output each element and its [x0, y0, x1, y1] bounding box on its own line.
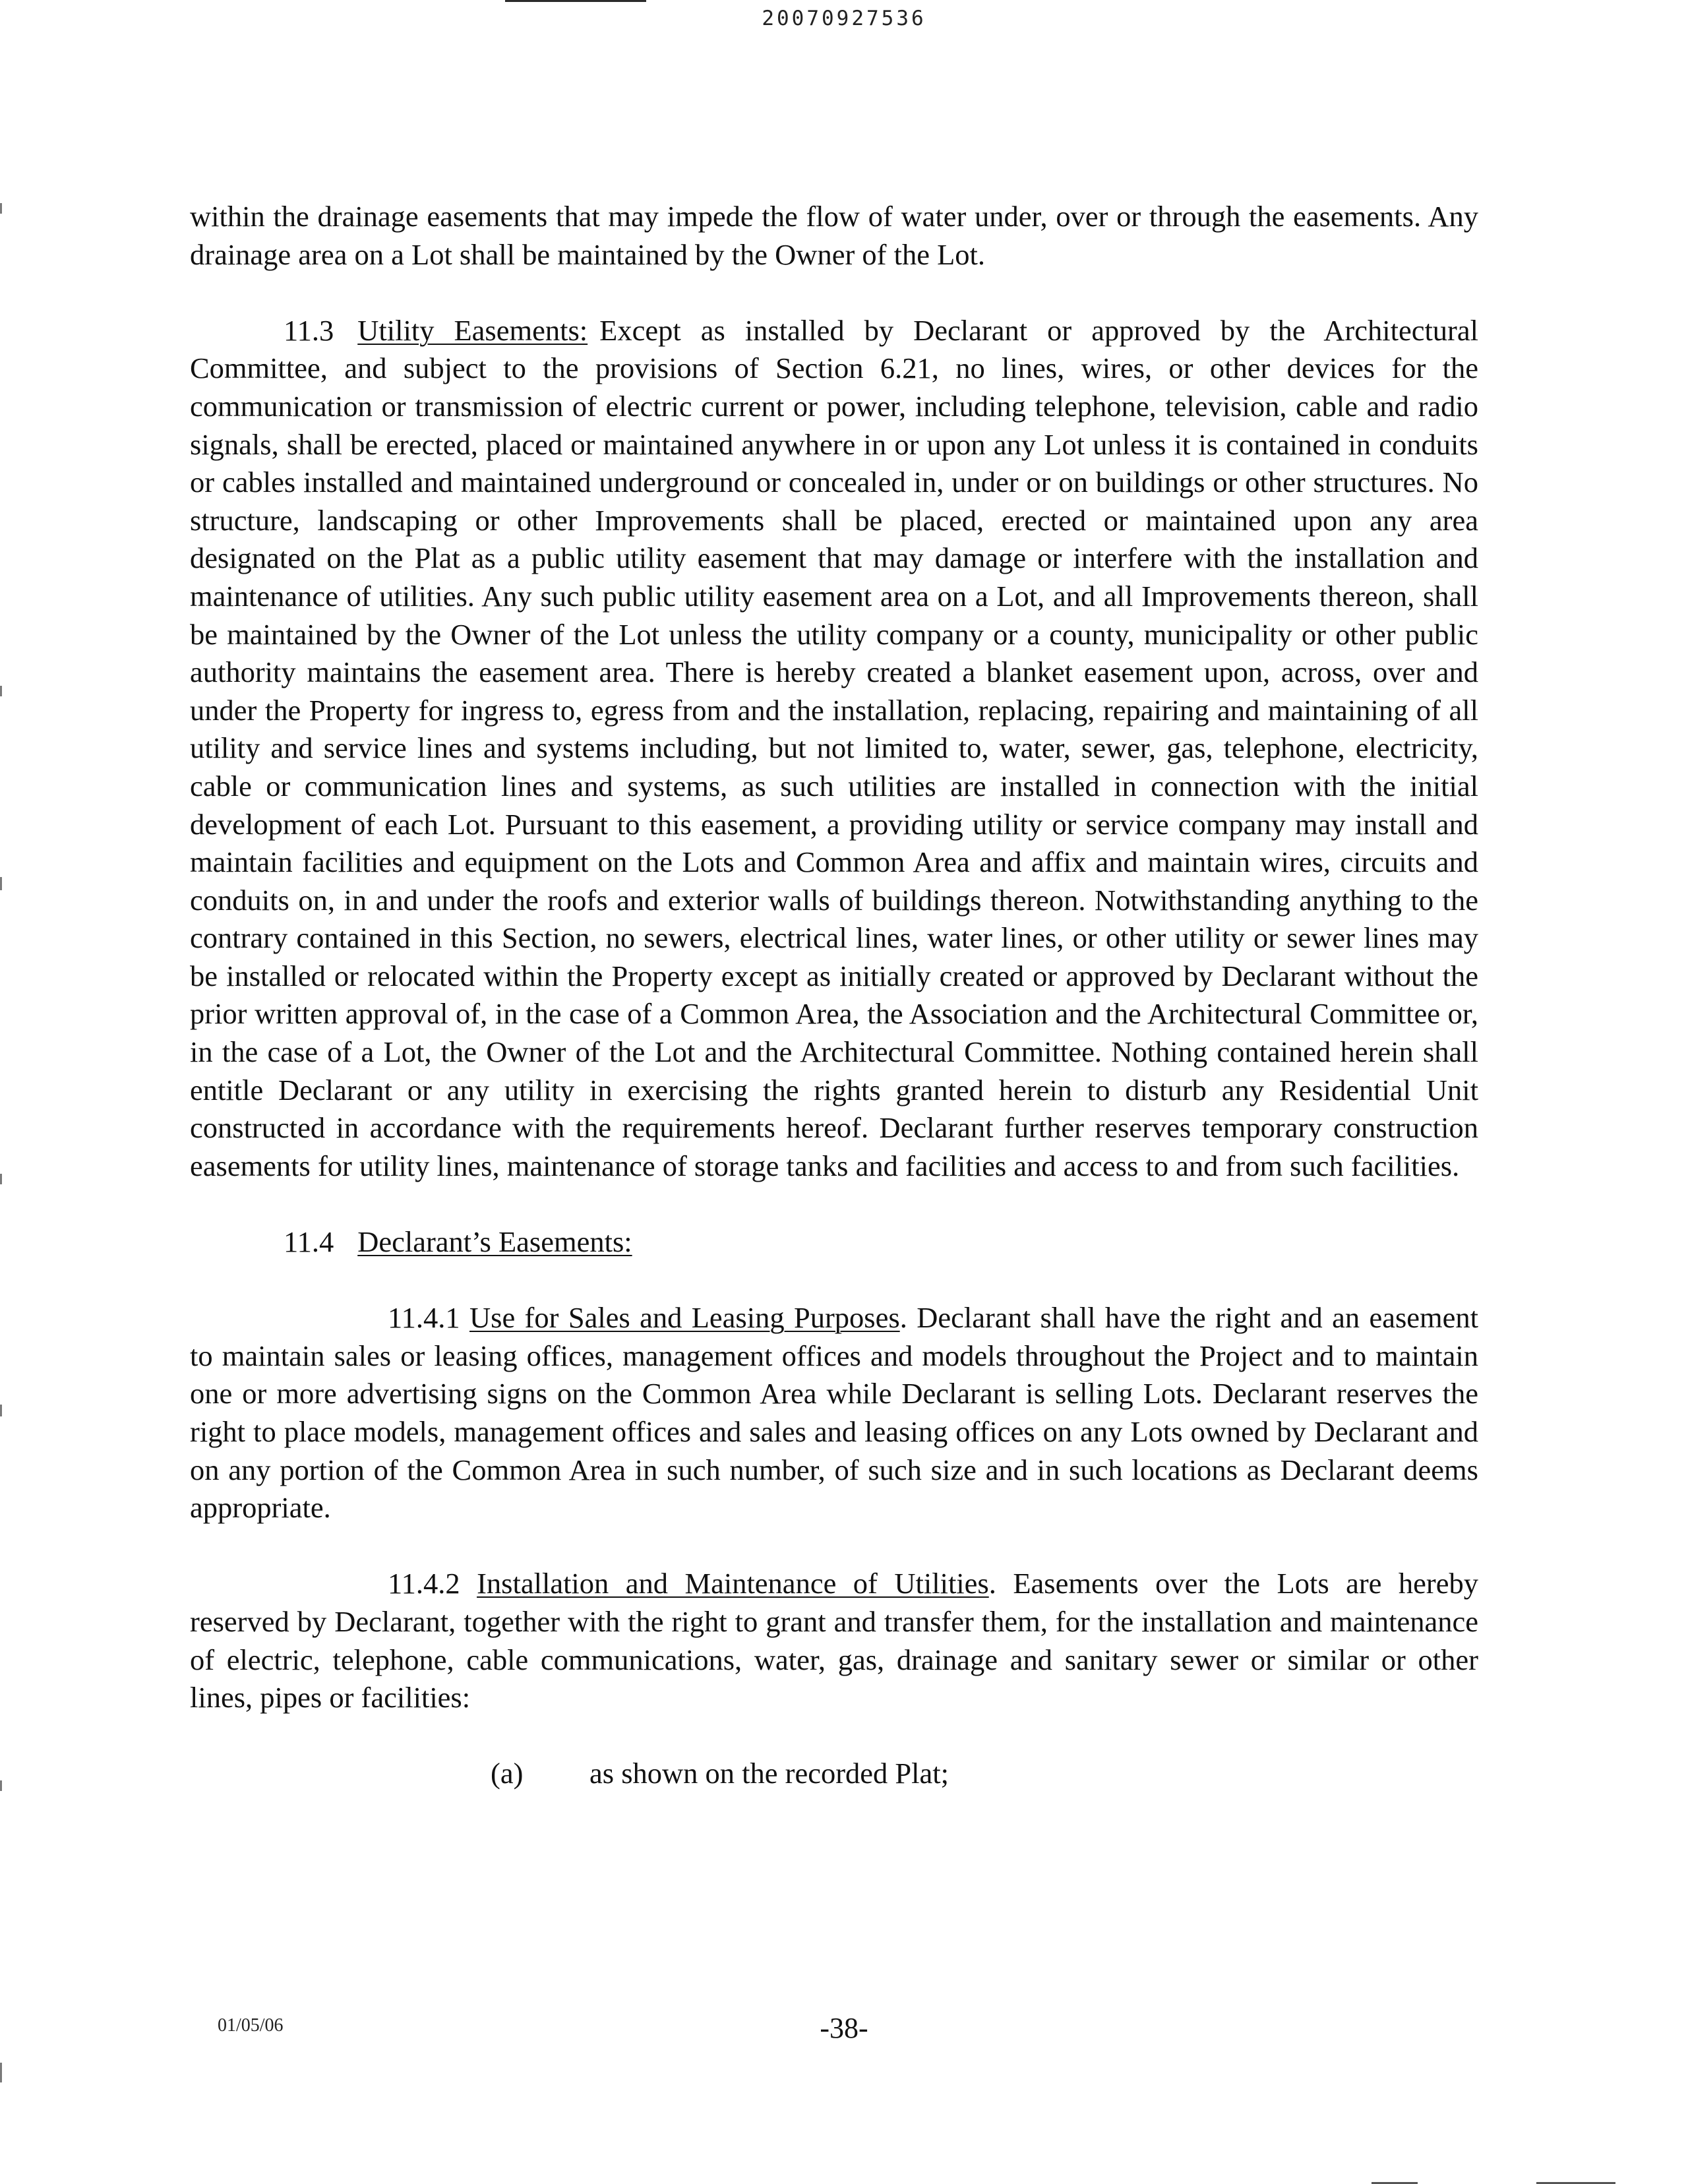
scan-edge-mark — [0, 2063, 2, 2082]
list-item-a-text: as shown on the recorded Plat; — [589, 1757, 949, 1790]
section-11-4-2-heading: Installation and Maintenance of Utilities — [477, 1567, 989, 1600]
paragraph-continuation-text: within the drainage easements that may impede the flow of water under, over or through the easements. Any drainage area on a Lot shall be maintained by the Owner of the Lot. — [190, 200, 1478, 271]
document-number: 20070927536 — [762, 7, 926, 30]
section-11-4-heading: Declarant’s Easements: — [357, 1225, 632, 1259]
section-11-4-2-text: Easements over the Lots are hereby reserved by Declarant, together with the right to grant and transfer them, for the installation and maintenance of electric, telephone, cable communications, water, gas, drainage and sanitary sewer or similar or other lines, pipes or facilities: — [190, 1567, 1478, 1714]
section-11-4-number: 11.4 — [284, 1225, 334, 1259]
list-item-a-label: (a) — [491, 1757, 524, 1790]
footer-date: 01/05/06 — [218, 2015, 284, 2036]
section-11-4-1-text: Declarant shall have the right and an easement to maintain sales or leasing offices, management offices and models throughout the Project and to maintain one or more advertising signs on the Common Area while Declarant is selling Lots. Declarant reserves the right to place models, management offices and sales and leasing offices on any Lots owned by Declarant and on any portion of the Common Area in such number, of such size and in such locations as Declarant deems appropriate. — [190, 1301, 1479, 1525]
section-11-3 — [190, 312, 1478, 1186]
scan-edge-mark — [0, 877, 2, 890]
section-11-4-1-number: 11.4.1 — [388, 1301, 460, 1335]
paragraph-continuation — [190, 198, 1478, 274]
section-11-3-heading: Utility Easements: — [357, 313, 588, 347]
section-11-3-number: 11.3 — [284, 313, 334, 347]
scan-edge-mark — [0, 1174, 2, 1184]
scan-edge-mark — [0, 686, 2, 696]
footer-page-number: -38- — [820, 2012, 868, 2044]
section-11-4-1: 11.4.1 Use for Sales and Leasing Purposes. Declarant shall have the right and an easement to maintain sales or leasing offices, management offices and models throughout the Project and to maintain one or more advertising signs on the Common Area while Declarant is selling Lots. Declarant reserves the right to place models, management offices and sales and leasing offices on any Lots owned by Declarant and on any portion of the Common Area in such number, of such size and in such locations as Declarant deems appropriate. — [190, 1301, 1479, 1525]
section-11-3-text: Except as installed by Declarant or approved by the Architectural Committee, and subject to the provisions of Section 6.21, no lines, wires, or other devices for the communication or transmission of electric current or power, including telephone, television, cable and radio signals, shall be erected, placed or maintained anywhere in or upon any Lot unless it is contained in conduits or cables installed and maintained underground or concealed in, under or on buildings or other structures. No structure, landscaping or other Improvements shall be placed, erected or maintained upon any area designated on the Plat as a public utility easement that may damage or interfere with the installation and maintenance of utilities. Any such public utility easement area on a Lot, and all Improvements thereon, shall be maintained by the Owner of the Lot unless the utility company or a county, municipality or other public authority maintains the easement area. There is hereby created a blanket easement upon, across, over and under the Property for ingress to, egress from and the installation, replacing, repairing and maintaining of all utility and service lines and systems including, but not limited to, water, sewer, gas, telephone, electricity, cable or communication lines and systems, as such utilities are installed in connection with the initial development of each Lot. Pursuant to this easement, a providing utility or service company may install and maintain facilities and equipment on the Lots and Common Area and affix and maintain wires, circuits and conduits on, in and under the roofs and exterior walls of buildings thereon. Notwithstanding anything to the contrary contained in this Section, no sewers, electrical lines, water lines, or other utility or sewer lines may be installed or relocated within the Property except as initially created or approved by Declarant without the prior written approval of, in the case of a Common Area, the Association and the Architectural Committee or, in the case of a Lot, the Owner of the Lot and the Architectural Committee. Nothing contained herein shall entitle Declarant or any utility in exercising the rights granted herein to disturb any Residential Unit constructed in accordance with the requirements hereof. Declarant further reserves temporary construction easements for utility lines, maintenance of storage tanks and facilities and access to and from such facilities. — [190, 313, 1478, 1182]
top-rule — [505, 0, 646, 2]
section-11-4-2: 11.4.2 Installation and Maintenance of Utilities. Easements over the Lots are hereby reserved by Declarant, together with the right to grant and transfer them, for the installation and maintenance of electric, telephone, cable communications, water, gas, drainage and sanitary sewer or similar or other lines, pipes or facilities: — [190, 1567, 1478, 1714]
scan-edge-mark — [0, 203, 2, 214]
scan-edge-mark — [0, 1405, 2, 1416]
section-11-4-1-heading: Use for Sales and Leasing Purposes — [469, 1301, 900, 1335]
list-item-a — [491, 1755, 1478, 1793]
scan-edge-mark — [0, 1780, 2, 1791]
section-11-4-2-number: 11.4.2 — [388, 1567, 460, 1600]
section-11-4 — [190, 1223, 1478, 1261]
document-body — [190, 198, 1478, 1793]
